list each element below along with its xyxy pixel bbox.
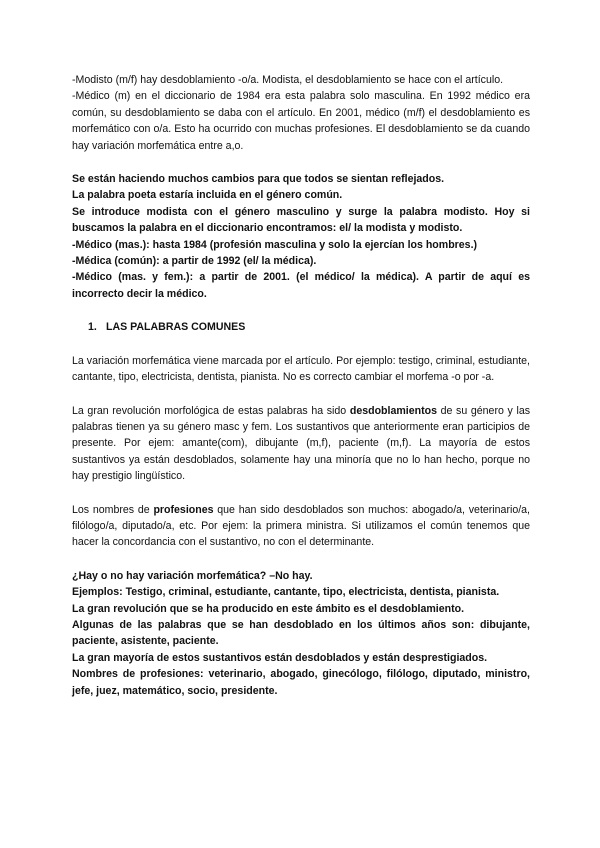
summary-block-1 bbox=[72, 171, 530, 302]
paragraph-profesiones bbox=[72, 502, 530, 551]
intro-paragraph-medico: -Médico (m) en el diccionario de 1984 era esta palabra solo masculina. En 1992 médico era común, su desdoblamiento se daba con el artículo. En 2001, médico (m/f) el desdoblamiento es morfemático con o/a. Esto ha ocurrido con muchas profesiones. El desdoblamiento se da cuando hay variación morfemática entre a,o. bbox=[72, 90, 530, 152]
summary-block-2 bbox=[72, 568, 530, 699]
summary-line: La gran mayoría de estos sustantivos están desdoblados y están desprestigiados. bbox=[72, 651, 488, 664]
summary-line: -Médico (mas. y fem.): a partir de 2001. (el médico/ la médica). A partir de aquí es incorrecto decir la médico. bbox=[72, 271, 530, 300]
text-run: Los nombres de bbox=[72, 503, 154, 516]
text-run: La gran revolución morfológica de estas palabras ha sido bbox=[72, 404, 350, 417]
summary-line: Ejemplos: Testigo, criminal, estudiante, cantante, tipo, electricista, dentista, pianista. bbox=[72, 586, 500, 599]
paragraph-variacion: La variación morfemática viene marcada por el artículo. Por ejemplo: testigo, criminal, estudiante, cantante, tipo, electricista, dentista, pianista. No es correcto cambiar el morfema -o por -a. bbox=[72, 354, 530, 384]
text-run: que han sido desdoblados son muchos: abogado/a, veterinario/a, filólogo/a, diputado/a, etc. Por ejem: la primera ministra. Si utilizamos el común tenemos que hacer la concordancia con el sustantivo, no con el determinante. bbox=[72, 503, 530, 549]
summary-line: Se están haciendo muchos cambios para que todos se sientan reflejados. bbox=[72, 173, 445, 186]
section-heading bbox=[72, 319, 530, 335]
summary-line: La gran revolución que se ha producido en este ámbito es el desdoblamiento. bbox=[72, 602, 465, 615]
paragraph-revolucion bbox=[72, 403, 530, 485]
summary-line: Nombres de profesiones: veterinario, abogado, ginecólogo, filólogo, diputado, ministro, jefe, juez, matemático, socio, presidente. bbox=[72, 668, 530, 697]
summary-line: ¿Hay o no hay variación morfemática? –No hay. bbox=[72, 569, 313, 582]
summary-line: -Médica (común): a partir de 1992 (el/ la médica). bbox=[72, 255, 317, 268]
summary-line: -Médico (mas.): hasta 1984 (profesión masculina y solo la ejercían los hombres.) bbox=[72, 238, 478, 251]
section-number: 1. bbox=[88, 321, 97, 334]
bold-term: desdoblamientos bbox=[349, 404, 437, 417]
bold-term: profesiones bbox=[153, 503, 214, 516]
summary-line: Algunas de las palabras que se han desdoblado en los últimos años son: dibujante, paciente, asistente, paciente. bbox=[72, 618, 530, 648]
intro-paragraph-modisto: -Modisto (m/f) hay desdoblamiento -o/a. Modista, el desdoblamiento se hace con el artículo. bbox=[72, 74, 504, 86]
text-run: de su género y las palabras tienen ya su género masc y fem. Los sustantivos que anteriormente eran participios de presente. Por ejem: amante(com), dibujante (m,f), paciente (m,f). La mayoría de estos sustantivos ya están desdoblados, solamente hay una minoría que no lo han hecho, porque no hay prestigio lingüístico. bbox=[72, 404, 531, 483]
summary-line: Se introduce modista con el género masculino y surge la palabra modisto. Hoy si buscamos la palabra en el diccionario encontramos: el/ la modista y modisto. bbox=[72, 205, 530, 235]
section-title: LAS PALABRAS COMUNES bbox=[106, 321, 246, 334]
summary-line: La palabra poeta estaría incluida en el género común. bbox=[72, 189, 343, 202]
